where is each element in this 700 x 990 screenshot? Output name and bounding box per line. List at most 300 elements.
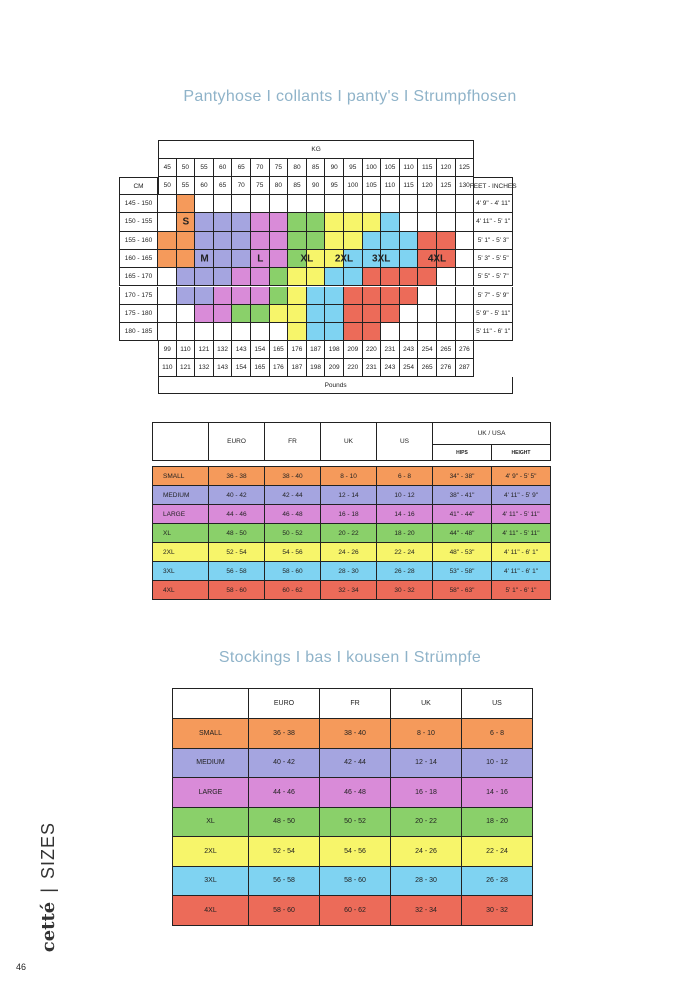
- cm-row-label: 160 - 165: [119, 250, 158, 268]
- column-header: FR: [265, 423, 321, 461]
- size-grid-cell: [214, 232, 233, 250]
- size-grid-cell: [195, 305, 214, 323]
- size-grid-label: 4XL: [427, 253, 447, 265]
- size-value-cell: 24 - 26: [321, 543, 377, 562]
- section-label: SIZES: [38, 822, 58, 880]
- size-grid-cell: [214, 213, 233, 231]
- size-grid-cell: [288, 305, 307, 323]
- size-value-cell: 14 - 16: [377, 505, 433, 524]
- brand-logo: cetté: [38, 901, 59, 953]
- size-grid-cell: [270, 287, 289, 305]
- size-grid-cell: [437, 232, 456, 250]
- pantyhose-title: Pantyhose I collants I panty's I Strumpfhosen: [183, 88, 517, 105]
- size-grid-cell: [195, 232, 214, 250]
- size-grid-cell: [177, 323, 196, 341]
- lb-to-label: 154: [232, 359, 251, 377]
- size-grid-cell: [400, 323, 419, 341]
- size-value-cell: 38" - 41": [433, 486, 492, 505]
- size-grid-cell: [456, 232, 475, 250]
- column-header: US: [462, 689, 533, 719]
- size-grid-cell: [158, 323, 177, 341]
- kg-to-label: 50: [158, 177, 177, 195]
- size-value-cell: 48" - 53": [433, 543, 492, 562]
- size-value-cell: 26 - 28: [462, 866, 533, 896]
- size-value-cell: 18 - 20: [462, 807, 533, 837]
- lb-from-label: 121: [195, 341, 214, 359]
- lb-to-label: 110: [158, 359, 177, 377]
- size-grid-cell: [214, 268, 233, 286]
- size-value-cell: 8 - 10: [321, 467, 377, 486]
- size-value-cell: 16 - 18: [391, 778, 462, 808]
- size-grid-cell: [195, 323, 214, 341]
- kg-from-label: 60: [214, 159, 233, 177]
- size-grid-cell: [418, 268, 437, 286]
- size-grid-cell: [158, 305, 177, 323]
- size-value-cell: 60 - 62: [320, 896, 391, 926]
- size-grid-cell: [344, 195, 363, 213]
- kg-to-label: 70: [232, 177, 251, 195]
- size-grid-cell: [251, 323, 270, 341]
- table-row: [153, 562, 551, 581]
- size-grid-cell: [288, 232, 307, 250]
- kg-from-label: 70: [251, 159, 270, 177]
- feet-row-label: 5' 3" - 5' 5": [474, 250, 513, 268]
- lb-from-label: 231: [381, 341, 400, 359]
- size-grid-cell: [381, 232, 400, 250]
- column-header: FR: [320, 689, 391, 719]
- size-grid-cell: [456, 323, 475, 341]
- size-grid-cell: [325, 305, 344, 323]
- size-grid-cell: [456, 250, 475, 268]
- kg-from-label: 115: [418, 159, 437, 177]
- column-header: EURO: [249, 689, 320, 719]
- page-number: 46: [16, 962, 27, 972]
- stockings-title: Stockings I bas I kousen I Strümpfe: [218, 649, 482, 666]
- lb-to-label: 143: [214, 359, 233, 377]
- size-value-cell: 44 - 46: [249, 778, 320, 808]
- size-value-cell: 34" - 38": [433, 467, 492, 486]
- size-value-cell: 40 - 42: [209, 486, 265, 505]
- size-grid-cell: [158, 268, 177, 286]
- size-name-cell: LARGE: [173, 778, 249, 808]
- table-row: [173, 896, 533, 926]
- size-value-cell: 28 - 30: [391, 866, 462, 896]
- size-grid-cell: [177, 287, 196, 305]
- size-grid-cell: [381, 287, 400, 305]
- size-value-cell: 58 - 60: [249, 896, 320, 926]
- size-value-cell: 46 - 48: [320, 778, 391, 808]
- size-grid-cell: [418, 195, 437, 213]
- size-grid-cell: [232, 323, 251, 341]
- size-name-cell: 4XL: [173, 896, 249, 926]
- header-blank-cell: [173, 689, 249, 719]
- lb-to-label: 243: [381, 359, 400, 377]
- kg-to-label: 110: [381, 177, 400, 195]
- size-value-cell: 42 - 44: [320, 748, 391, 778]
- size-value-cell: 16 - 18: [321, 505, 377, 524]
- table-row: [173, 778, 533, 808]
- size-value-cell: 6 - 8: [377, 467, 433, 486]
- feet-header: FEET - INCHES: [474, 177, 513, 195]
- size-grid-cell: [251, 305, 270, 323]
- feet-row-label: 5' 11" - 6' 1": [474, 323, 513, 341]
- lb-to-label: 176: [270, 359, 289, 377]
- size-name-cell: LARGE: [153, 505, 209, 524]
- size-value-cell: 22 - 24: [462, 837, 533, 867]
- size-grid-cell: [158, 232, 177, 250]
- kg-to-label: 130: [456, 177, 475, 195]
- lb-to-label: 132: [195, 359, 214, 377]
- size-grid-cell: [307, 287, 326, 305]
- lb-to-label: 287: [456, 359, 475, 377]
- table-row: [153, 486, 551, 505]
- kg-to-label: 100: [344, 177, 363, 195]
- size-value-cell: 4' 9" - 5' 5": [492, 467, 551, 486]
- size-value-cell: 48 - 50: [249, 807, 320, 837]
- size-name-cell: 3XL: [153, 562, 209, 581]
- size-name-cell: MEDIUM: [173, 748, 249, 778]
- size-value-cell: 22 - 24: [377, 543, 433, 562]
- cm-header: CM: [119, 177, 158, 195]
- size-grid-cell: [325, 268, 344, 286]
- size-name-cell: XL: [173, 807, 249, 837]
- size-value-cell: 38 - 40: [320, 719, 391, 749]
- size-grid-cell: [400, 232, 419, 250]
- kg-from-label: 65: [232, 159, 251, 177]
- feet-row-label: 4' 11" - 5' 1": [474, 213, 513, 231]
- size-value-cell: 58 - 60: [265, 562, 321, 581]
- kg-from-label: 100: [363, 159, 382, 177]
- feet-row-label: 5' 1" - 5' 3": [474, 232, 513, 250]
- size-name-cell: MEDIUM: [153, 486, 209, 505]
- size-value-cell: 32 - 34: [391, 896, 462, 926]
- size-value-cell: 28 - 30: [321, 562, 377, 581]
- size-grid-cell: [400, 287, 419, 305]
- lb-from-label: 209: [344, 341, 363, 359]
- table-row: [173, 807, 533, 837]
- size-grid-label: S: [182, 216, 190, 228]
- size-value-cell: 50 - 52: [265, 524, 321, 543]
- size-grid-cell: [437, 213, 456, 231]
- kg-from-label: 105: [381, 159, 400, 177]
- table-row: [153, 467, 551, 486]
- lb-from-label: 165: [270, 341, 289, 359]
- size-grid-cell: [270, 323, 289, 341]
- size-grid-cell: [158, 250, 177, 268]
- size-name-cell: 2XL: [153, 543, 209, 562]
- size-grid-cell: [418, 323, 437, 341]
- size-grid-cell: [214, 250, 233, 268]
- kg-from-label: 120: [437, 159, 456, 177]
- size-grid-cell: [232, 232, 251, 250]
- size-grid-cell: [363, 232, 382, 250]
- size-grid-cell: [232, 250, 251, 268]
- size-grid-label: L: [257, 253, 264, 265]
- size-grid-label: 3XL: [372, 253, 391, 265]
- size-grid-cell: [270, 268, 289, 286]
- size-grid-cell: [363, 213, 382, 231]
- size-grid-cell: [344, 305, 363, 323]
- size-value-cell: 20 - 22: [391, 807, 462, 837]
- size-value-cell: 58 - 60: [320, 866, 391, 896]
- size-value-cell: 53" - 58": [433, 562, 492, 581]
- lb-from-label: 99: [158, 341, 177, 359]
- lb-to-label: 187: [288, 359, 307, 377]
- size-grid-cell: [400, 213, 419, 231]
- size-grid-cell: [381, 213, 400, 231]
- pounds-footer: Pounds: [158, 377, 513, 394]
- size-value-cell: 44" - 48": [433, 524, 492, 543]
- size-name-cell: 3XL: [173, 866, 249, 896]
- size-grid-cell: [437, 305, 456, 323]
- kg-to-label: 55: [177, 177, 196, 195]
- size-grid-cell: [325, 232, 344, 250]
- size-value-cell: 4' 11" - 6' 1": [492, 543, 551, 562]
- size-value-cell: 8 - 10: [391, 719, 462, 749]
- stockings-size-table: [172, 688, 533, 926]
- size-grid-cell: [195, 213, 214, 231]
- lb-to-label: 254: [400, 359, 419, 377]
- size-grid-cell: [177, 195, 196, 213]
- size-value-cell: 36 - 38: [209, 467, 265, 486]
- size-grid-label: XL: [300, 253, 314, 265]
- table-row: [173, 719, 533, 749]
- lb-from-label: 132: [214, 341, 233, 359]
- feet-row-label: 5' 9" - 5' 11": [474, 305, 513, 323]
- size-grid-cell: [270, 250, 289, 268]
- size-grid-cell: [456, 195, 475, 213]
- size-grid-cell: [195, 268, 214, 286]
- size-grid-cell: [363, 305, 382, 323]
- size-grid-cell: [251, 268, 270, 286]
- size-value-cell: 4' 11" - 6' 1": [492, 562, 551, 581]
- kg-from-label: 110: [400, 159, 419, 177]
- size-grid-cell: [288, 195, 307, 213]
- size-grid-cell: [381, 268, 400, 286]
- size-value-cell: 60 - 62: [265, 581, 321, 600]
- size-value-cell: 56 - 58: [209, 562, 265, 581]
- lb-from-label: 110: [177, 341, 196, 359]
- size-grid-cell: [158, 287, 177, 305]
- size-grid-cell: [232, 213, 251, 231]
- size-grid-cell: [195, 287, 214, 305]
- size-grid-cell: [344, 287, 363, 305]
- column-header: UK: [391, 689, 462, 719]
- size-value-cell: 58 - 60: [209, 581, 265, 600]
- size-grid-cell: [307, 305, 326, 323]
- lb-to-label: 121: [177, 359, 196, 377]
- size-value-cell: 4' 11" - 5' 11": [492, 505, 551, 524]
- size-value-cell: 38 - 40: [265, 467, 321, 486]
- feet-row-label: 5' 5" - 5' 7": [474, 268, 513, 286]
- size-grid-cell: [232, 287, 251, 305]
- kg-to-label: 65: [214, 177, 233, 195]
- size-grid-cell: [251, 232, 270, 250]
- column-header: EURO: [209, 423, 265, 461]
- size-grid-cell: [214, 323, 233, 341]
- lb-from-label: 176: [288, 341, 307, 359]
- size-grid-cell: [288, 213, 307, 231]
- kg-to-label: 95: [325, 177, 344, 195]
- size-grid-cell: [307, 195, 326, 213]
- feet-row-label: 4' 9" - 4' 11": [474, 195, 513, 213]
- size-grid-cell: [214, 305, 233, 323]
- size-grid-cell: [307, 213, 326, 231]
- size-grid-cell: [158, 195, 177, 213]
- size-name-cell: XL: [153, 524, 209, 543]
- feet-row-label: 5' 7" - 5' 9": [474, 287, 513, 305]
- size-value-cell: 10 - 12: [462, 748, 533, 778]
- size-grid-cell: [270, 305, 289, 323]
- column-header: UK / USA: [433, 423, 551, 445]
- size-grid-cell: [214, 287, 233, 305]
- size-value-cell: 42 - 44: [265, 486, 321, 505]
- size-value-cell: 41" - 44": [433, 505, 492, 524]
- lb-to-label: 165: [251, 359, 270, 377]
- size-grid-cell: [437, 287, 456, 305]
- header-blank-cell: [153, 423, 209, 461]
- size-grid-cell: [456, 305, 475, 323]
- size-name-cell: 2XL: [173, 837, 249, 867]
- size-grid-cell: [418, 305, 437, 323]
- size-grid-cell: [400, 250, 419, 268]
- size-name-cell: 4XL: [153, 581, 209, 600]
- table-row: [153, 581, 551, 600]
- kg-to-label: 75: [251, 177, 270, 195]
- size-grid-cell: [325, 323, 344, 341]
- lb-from-label: 254: [418, 341, 437, 359]
- table-row: [173, 866, 533, 896]
- size-grid-cell: [288, 323, 307, 341]
- size-value-cell: 50 - 52: [320, 807, 391, 837]
- lb-from-label: 243: [400, 341, 419, 359]
- size-grid-cell: [456, 287, 475, 305]
- lb-from-label: 198: [325, 341, 344, 359]
- size-grid-cell: [363, 268, 382, 286]
- size-grid-cell: [251, 213, 270, 231]
- size-grid-cell: [456, 268, 475, 286]
- size-grid-label: 2XL: [334, 253, 354, 265]
- size-value-cell: 6 - 8: [462, 719, 533, 749]
- size-grid-cell: [158, 213, 177, 231]
- size-grid-cell: [400, 305, 419, 323]
- kg-header: KG: [158, 140, 474, 159]
- kg-from-label: 45: [158, 159, 177, 177]
- size-value-cell: 10 - 12: [377, 486, 433, 505]
- lb-to-label: 231: [363, 359, 382, 377]
- kg-from-label: 55: [195, 159, 214, 177]
- size-value-cell: 14 - 16: [462, 778, 533, 808]
- size-grid-cell: [363, 287, 382, 305]
- size-grid-cell: [270, 213, 289, 231]
- size-value-cell: 12 - 14: [391, 748, 462, 778]
- size-grid-cell: [400, 268, 419, 286]
- kg-to-label: 105: [363, 177, 382, 195]
- cm-row-label: 175 - 180: [119, 305, 158, 323]
- lb-from-label: 276: [456, 341, 475, 359]
- size-value-cell: 54 - 56: [265, 543, 321, 562]
- kg-from-label: 80: [288, 159, 307, 177]
- size-grid-cell: [177, 305, 196, 323]
- size-grid-cell: [325, 213, 344, 231]
- size-name-cell: SMALL: [153, 467, 209, 486]
- table-row: [173, 748, 533, 778]
- cm-row-label: 180 - 185: [119, 323, 158, 341]
- kg-from-label: 90: [325, 159, 344, 177]
- size-value-cell: 20 - 22: [321, 524, 377, 543]
- cm-row-label: 170 - 175: [119, 287, 158, 305]
- size-value-cell: 52 - 54: [249, 837, 320, 867]
- kg-from-label: 75: [270, 159, 289, 177]
- size-grid-cell: [177, 250, 196, 268]
- size-value-cell: 36 - 38: [249, 719, 320, 749]
- size-grid-cell: [437, 268, 456, 286]
- size-value-cell: 56 - 58: [249, 866, 320, 896]
- lb-from-label: 265: [437, 341, 456, 359]
- size-grid-cell: [400, 195, 419, 213]
- cm-row-label: 155 - 160: [119, 232, 158, 250]
- size-value-cell: 46 - 48: [265, 505, 321, 524]
- lb-from-label: 143: [232, 341, 251, 359]
- size-grid-cell: [456, 213, 475, 231]
- size-grid-cell: [325, 195, 344, 213]
- size-value-cell: 40 - 42: [249, 748, 320, 778]
- size-value-cell: 4' 11" - 5' 11": [492, 524, 551, 543]
- size-grid-cell: [381, 305, 400, 323]
- size-value-cell: 44 - 46: [209, 505, 265, 524]
- cm-row-label: 165 - 170: [119, 268, 158, 286]
- table-row: [173, 837, 533, 867]
- kg-to-label: 125: [437, 177, 456, 195]
- size-grid-cell: [344, 268, 363, 286]
- cm-row-label: 145 - 150: [119, 195, 158, 213]
- brand-sidebar: [2, 822, 59, 962]
- lb-to-label: 198: [307, 359, 326, 377]
- kg-to-label: 120: [418, 177, 437, 195]
- size-name-cell: SMALL: [173, 719, 249, 749]
- size-grid-cell: [307, 232, 326, 250]
- lb-from-label: 154: [251, 341, 270, 359]
- size-grid-cell: [270, 195, 289, 213]
- size-grid-cell: [381, 323, 400, 341]
- column-header: US: [377, 423, 433, 461]
- kg-to-label: 85: [288, 177, 307, 195]
- column-subheader: HIPS: [433, 445, 492, 461]
- size-grid-cell: [307, 268, 326, 286]
- table-row: [153, 524, 551, 543]
- kg-from-label: 85: [307, 159, 326, 177]
- column-subheader: HEIGHT: [492, 445, 551, 461]
- size-value-cell: 5' 1" - 6' 1": [492, 581, 551, 600]
- table-row: [153, 505, 551, 524]
- size-value-cell: 12 - 14: [321, 486, 377, 505]
- size-grid-cell: [363, 323, 382, 341]
- size-grid-cell: [177, 268, 196, 286]
- size-grid-cell: [418, 213, 437, 231]
- size-value-cell: 30 - 32: [377, 581, 433, 600]
- kg-from-label: 125: [456, 159, 475, 177]
- size-grid-cell: [177, 232, 196, 250]
- size-grid-cell: [232, 195, 251, 213]
- size-grid-cell: [251, 195, 270, 213]
- kg-to-label: 60: [195, 177, 214, 195]
- brand-divider: |: [38, 888, 58, 893]
- size-grid-cell: [363, 195, 382, 213]
- lb-to-label: 276: [437, 359, 456, 377]
- size-grid-cell: [381, 195, 400, 213]
- size-grid-cell: [288, 287, 307, 305]
- lb-from-label: 187: [307, 341, 326, 359]
